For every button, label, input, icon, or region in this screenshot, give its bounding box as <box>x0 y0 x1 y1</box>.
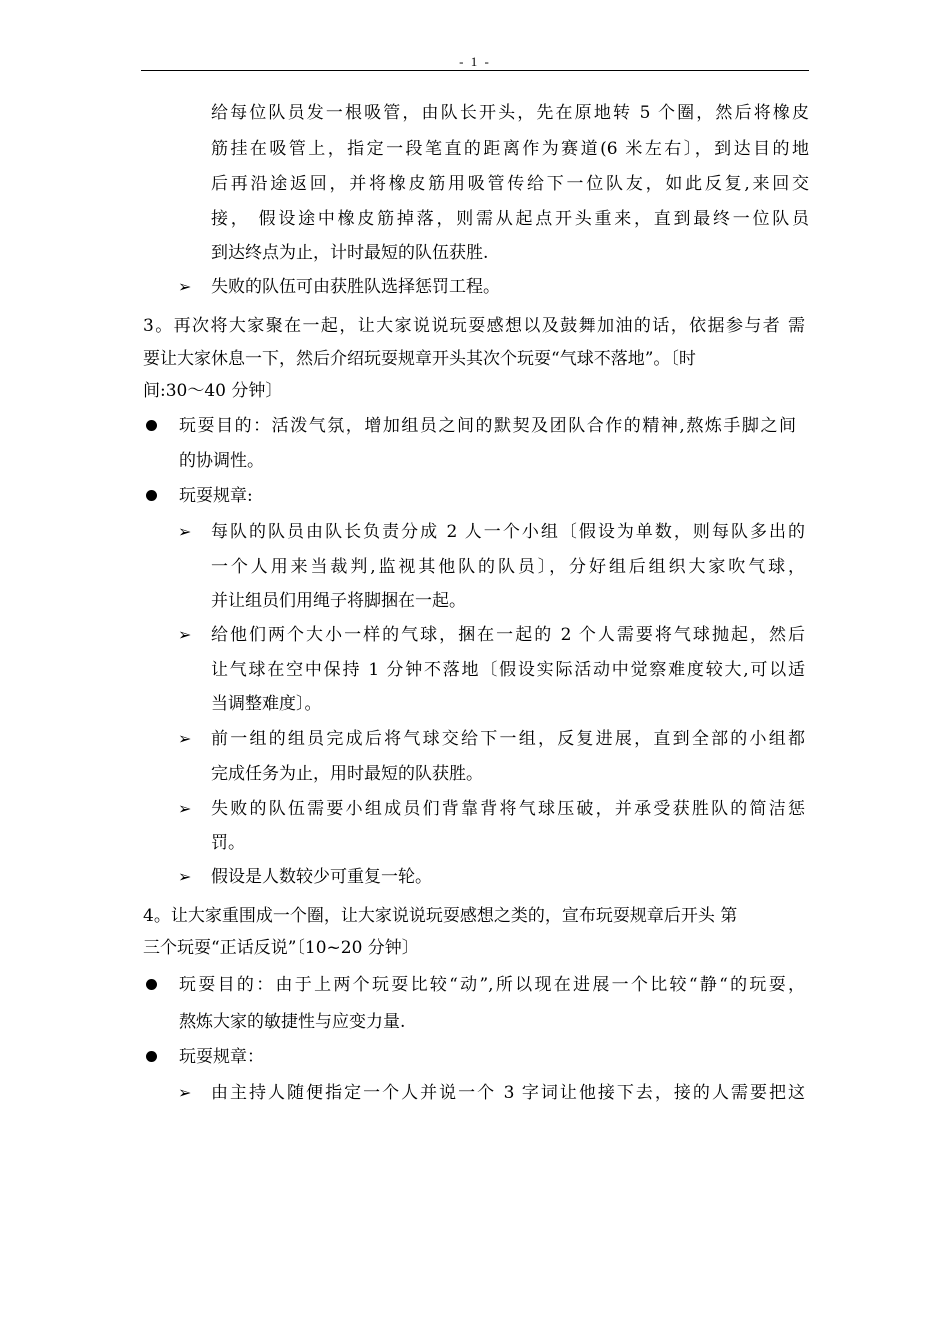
round-bullet-icon <box>146 490 157 501</box>
arrow-bullet-icon: ➢ <box>178 277 192 296</box>
bullet-text: 每队的队员由队长负责分成 2 人一个小组〔假设为单数，则每队多出的 <box>211 522 805 542</box>
bullet-text: 的协调性。 <box>179 451 264 471</box>
bullet-text: 玩耍目的：活泼气氛，增加组员之间的默契及团队合作的精神,熬炼手脚之间 <box>179 416 796 436</box>
bullet-text: 玩耍规章： <box>179 1047 264 1067</box>
paragraph-line: 筋挂在吸管上，指定一段笔直的距离作为赛道(6 米左右〕，到达目的地 <box>211 139 809 159</box>
bullet-text: 熬炼大家的敏捷性与应变力量. <box>179 1012 406 1032</box>
arrow-bullet-icon: ➢ <box>178 625 192 644</box>
bullet-text: 罚。 <box>211 833 245 853</box>
bullet-text: 玩耍规章: <box>179 486 253 506</box>
round-bullet-icon <box>146 1051 157 1062</box>
arrow-bullet-icon: ➢ <box>178 522 192 541</box>
bullet-text: 假设是人数较少可重复一轮。 <box>211 867 432 887</box>
section-4-line: 三个玩耍“正话反说”〔10~20 分钟〕 <box>143 938 419 958</box>
bullet-text: 完成任务为止，用时最短的队获胜。 <box>211 764 483 784</box>
header-rule <box>141 70 809 71</box>
section-4-line: 4。让大家重围成一个圈，让大家说说玩耍感想之类的，宣布玩耍规章后开头 第 <box>143 906 738 926</box>
bullet-text: 失败的队伍需要小组成员们背靠背将气球压破，并承受获胜队的简洁惩 <box>211 799 805 819</box>
bullet-text: 玩耍目的：由于上两个玩耍比较“动”,所以现在进展一个比较“静“的玩耍， <box>179 975 805 995</box>
section-3-line: 间:30～40 分钟〕 <box>143 381 283 401</box>
paragraph-line: 接， 假设途中橡皮筋掉落，则需从起点开头重来，直到最终一位队员 <box>211 209 809 229</box>
bullet-text: 当调整难度〕。 <box>211 694 322 714</box>
bullet-text: 让气球在空中保持 1 分钟不落地〔假设实际活动中觉察难度较大,可以适 <box>211 660 805 680</box>
section-3-line: 3。再次将大家聚在一起，让大家说说玩耍感想以及鼓舞加油的话，依据参与者 需 <box>143 316 805 336</box>
arrow-bullet-icon: ➢ <box>178 799 192 818</box>
bullet-text: 一个人用来当裁判,监视其他队的队员〕，分好组后组织大家吹气球， <box>211 557 805 577</box>
bullet-text: 给他们两个大小一样的气球，捆在一起的 2 个人需要将气球抛起，然后 <box>211 625 805 645</box>
section-3-line: 要让大家休息一下，然后介绍玩耍规章开头其次个玩耍“气球不落地”。〔时 <box>143 349 696 369</box>
paragraph-line: 给每位队员发一根吸管，由队长开头，先在原地转 5 个圈，然后将橡皮 <box>211 103 809 123</box>
paragraph-line: 后再沿途返回，并将橡皮筋用吸管传给下一位队友，如此反复,来回交 <box>211 174 809 194</box>
paragraph-line: 到达终点为止，计时最短的队伍获胜. <box>211 243 489 263</box>
arrow-bullet-icon: ➢ <box>178 867 192 886</box>
arrow-bullet-icon: ➢ <box>178 1083 192 1102</box>
arrow-bullet-icon: ➢ <box>178 729 192 748</box>
bullet-text: 前一组的组员完成后将气球交给下一组，反复进展，直到全部的小组都 <box>211 729 805 749</box>
bullet-text: 失败的队伍可由获胜队选择惩罚工程。 <box>211 277 500 297</box>
round-bullet-icon <box>146 979 157 990</box>
page-number: - 1 - <box>459 54 491 69</box>
bullet-text: 并让组员们用绳子将脚捆在一起。 <box>211 591 466 611</box>
bullet-text: 由主持人随便指定一个人并说一个 3 字词让他接下去，接的人需要把这 <box>211 1083 805 1103</box>
round-bullet-icon <box>146 420 157 431</box>
